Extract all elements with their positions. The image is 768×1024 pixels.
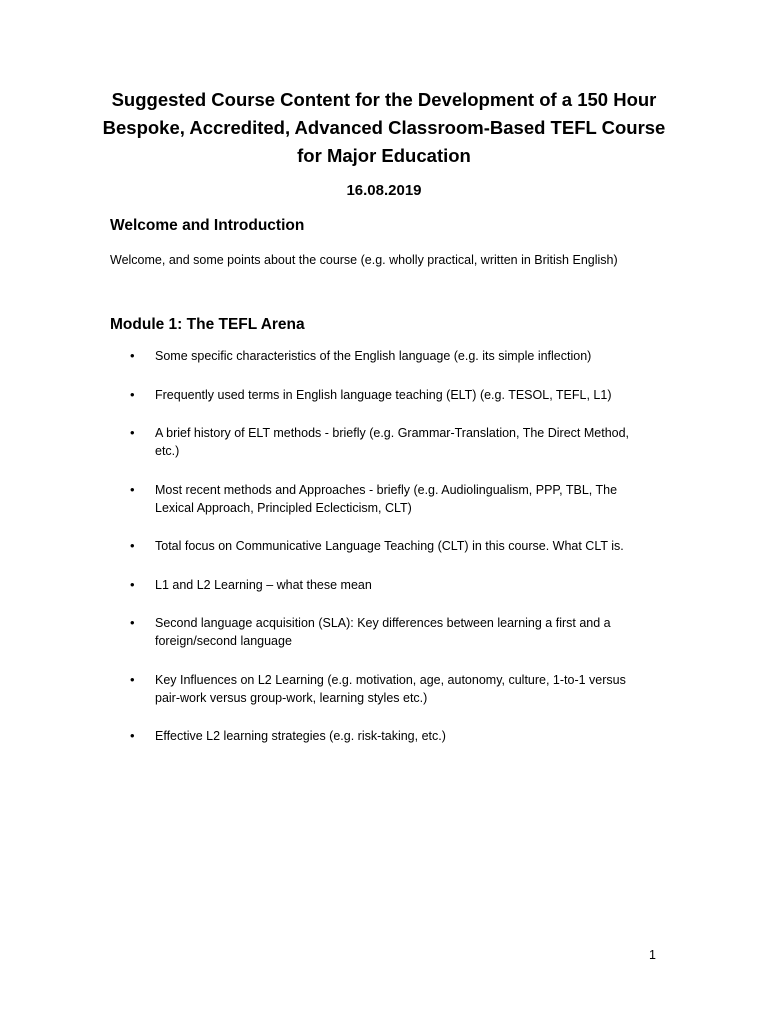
bullet-text [155, 614, 670, 650]
bullet-text-line: A brief history of ELT methods - briefly (e.g. Grammar-Translation, The Direct Method, [155, 426, 630, 440]
bullet-text [155, 727, 670, 745]
bullet-text-line: Most recent methods and Approaches - briefly (e.g. Audiolingualism, PPP, TBL, The [155, 482, 618, 497]
bullet-text [155, 424, 670, 460]
bullet-text [155, 576, 670, 594]
bullet-item [110, 424, 670, 460]
bullet-item [110, 727, 670, 745]
bullet-icon: • [130, 348, 135, 363]
bullet-icon: • [130, 481, 135, 497]
bullet-text-line: L1 and L2 Learning – what these mean [155, 577, 372, 592]
bullet-text-line: Lexical Approach, Principled Eclecticism, CLT) [155, 500, 412, 515]
title-line: for Major Education [297, 145, 471, 166]
bullet-text-line: etc.) [155, 444, 180, 458]
bullet-icon: • [130, 386, 135, 402]
bullet-item [110, 347, 670, 365]
module-1-heading: Module 1: The TEFL Arena [110, 316, 305, 333]
bullet-text [155, 671, 670, 707]
bullet-text [155, 386, 670, 404]
welcome-paragraph: Welcome, and some points about the course (e.g. wholly practical, written in British English) [110, 253, 618, 267]
bullet-item [110, 671, 670, 707]
bullet-item [110, 576, 670, 594]
bullet-text-line: Key Influences on L2 Learning (e.g. motivation, age, autonomy, culture, 1-to-1 versus [155, 672, 626, 687]
bullet-icon: • [130, 576, 135, 592]
bullet-item [110, 537, 670, 555]
bullet-text-line: Some specific characteristics of the English language (e.g. its simple inflection) [155, 349, 592, 363]
module-1-bullet-list [110, 347, 670, 766]
bullet-icon: • [130, 671, 135, 687]
page-number: 1 [649, 948, 656, 962]
bullet-icon: • [130, 538, 135, 553]
title-line: Bespoke, Accredited, Advanced Classroom-Based TEFL Course [102, 117, 666, 138]
bullet-text-line: foreign/second language [155, 634, 292, 648]
bullet-item [110, 386, 670, 404]
bullet-text-line: Total focus on Communicative Language Teaching (CLT) in this course. What CLT is. [155, 539, 624, 553]
bullet-icon: • [130, 728, 135, 743]
bullet-item [110, 614, 670, 650]
bullet-text-line: Frequently used terms in English language teaching (ELT) (e.g. TESOL, TEFL, L1) [155, 387, 612, 402]
document-date: 16.08.2019 [346, 182, 422, 199]
bullet-icon: • [130, 615, 135, 630]
bullet-text-line: pair-work versus group-work, learning styles etc.) [155, 690, 428, 705]
bullet-text [155, 481, 670, 517]
bullet-text [155, 537, 670, 555]
title-line: Suggested Course Content for the Development of a 150 Hour [111, 89, 657, 110]
bullet-icon: • [130, 425, 135, 440]
document-title [84, 86, 684, 170]
bullet-text-line: Second language acquisition (SLA): Key differences between learning a first and a [155, 616, 611, 630]
bullet-item [110, 481, 670, 517]
welcome-heading: Welcome and Introduction [110, 217, 305, 234]
bullet-text-line: Effective L2 learning strategies (e.g. risk-taking, etc.) [155, 729, 446, 743]
bullet-text [155, 347, 670, 365]
